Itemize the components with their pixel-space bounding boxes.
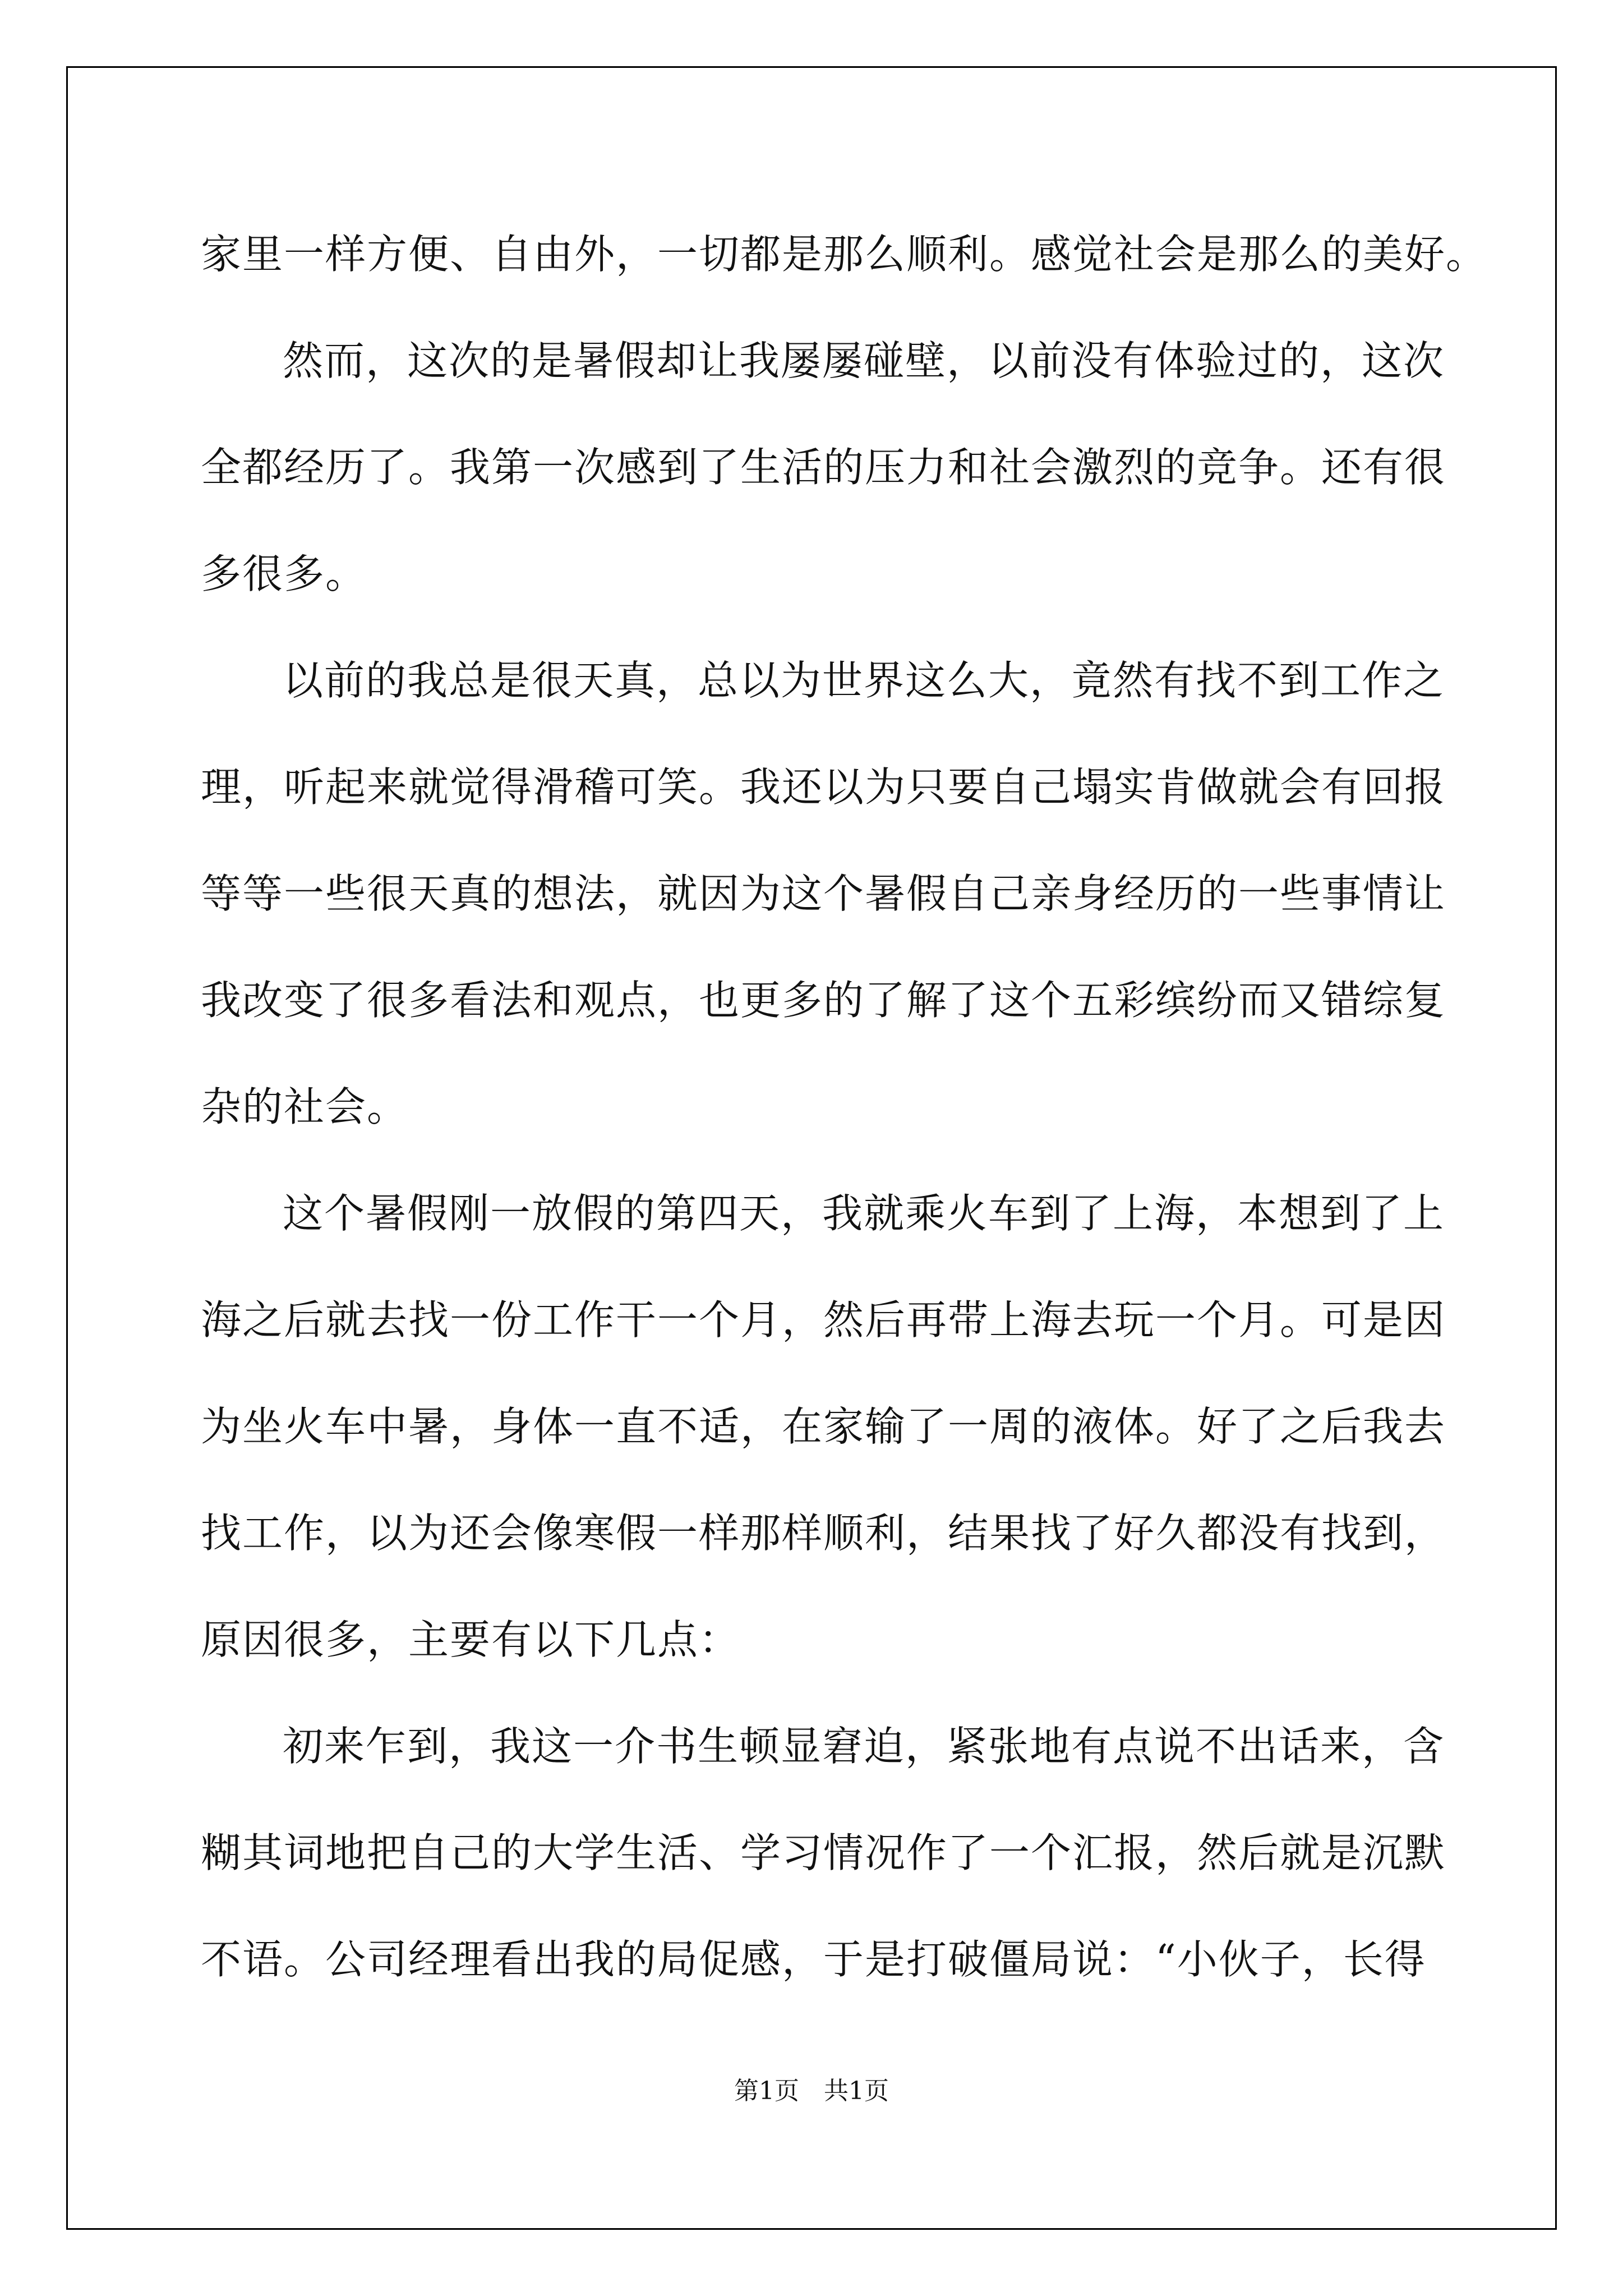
text-line: 糊其词地把自己的大学生活、学习情况作了一个汇报，然后就是沉默 [201,1829,1446,1876]
text-line: 不语。公司经理看出我的局促感，于是打破僵局说：“小伙子，长得 [201,1936,1426,1983]
text-line: 多很多。 [201,550,367,597]
text-line: 杂的社会。 [201,1083,409,1130]
text-line: 这个暑假刚一放假的第四天，我就乘火车到了上海，本想到了上 [283,1190,1445,1237]
text-line: 以前的我总是很天真，总以为世界这么大，竟然有找不到工作之 [283,657,1445,704]
text-line: 理，听起来就觉得滑稽可笑。我还以为只要自己塌实肯做就会有回报 [201,763,1446,811]
text-line: 初来乍到，我这一介书生顿显窘迫，紧张地有点说不出话来，含 [283,1723,1445,1770]
document-body [201,201,1488,2013]
text-line: 全都经历了。我第一次感到了生活的压力和社会激烈的竞争。还有很 [201,444,1446,491]
text-line: 家里一样方便、自由外，一切都是那么顺利。感觉社会是那么的美好。 [201,231,1488,278]
text-line: 找工作，以为还会像寒假一样那样顺利，结果找了好久都没有找到， [201,1510,1446,1557]
text-line: 海之后就去找一份工作干一个月，然后再带上海去玩一个月。可是因 [201,1296,1446,1343]
text-line: 然而，这次的是暑假却让我屡屡碰壁，以前没有体验过的，这次 [283,337,1445,384]
page-number: 第1页 [734,2077,799,2105]
page-total: 共1页 [824,2077,889,2105]
text-line: 原因很多，主要有以下几点： [201,1616,741,1663]
text-line: 为坐火车中暑，身体一直不适，在家输了一周的液体。好了之后我去 [201,1403,1446,1450]
text-line: 等等一些很天真的想法，就因为这个暑假自己亲身经历的一些事情让 [201,870,1446,917]
page-footer [0,2074,1623,2108]
text-line: 我改变了很多看法和观点，也更多的了解了这个五彩缤纷而又错综复 [201,977,1446,1024]
